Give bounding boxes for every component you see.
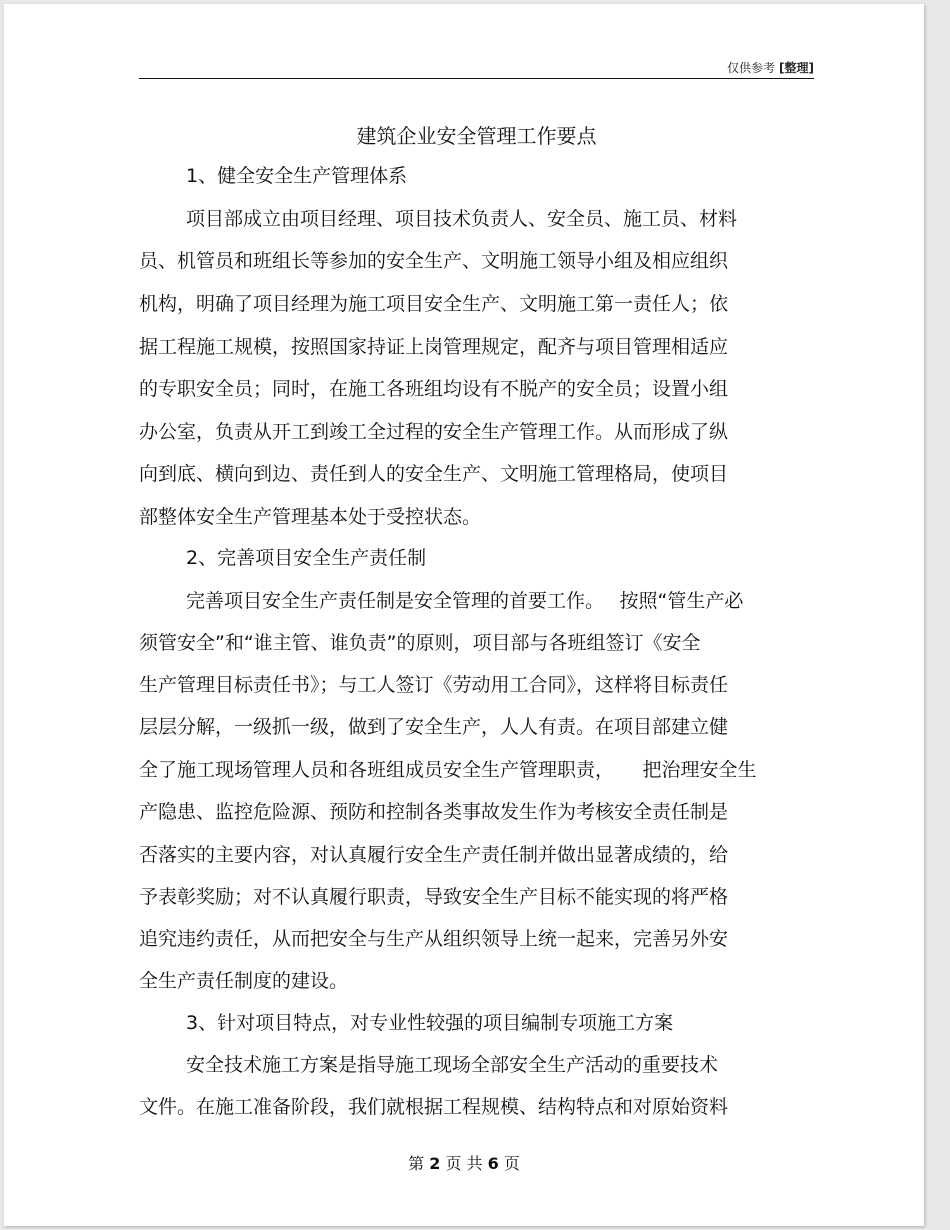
page-footer [4, 1151, 924, 1174]
paragraph-line: 员、机管员和班组长等参加的安全生产、文明施工领导小组及相应组织 [139, 250, 729, 272]
document-title: 建筑企业安全管理工作要点 [356, 124, 597, 148]
paragraph-line: 完善项目安全生产责任制是安全管理的首要工作。 按照“管生产必 [186, 590, 744, 612]
header-note [727, 59, 814, 76]
paragraph-line: 办公室，负责从开工到竣工全过程的安全生产管理工作。从而形成了纵 [139, 421, 729, 443]
section-heading-3: 3、针对项目特点，对专业性较强的项目编制专项施工方案 [186, 1012, 674, 1034]
footer-prefix: 第 [408, 1154, 425, 1173]
paragraph-line: 否落实的主要内容，对认真履行安全生产责任制并做出显著成绩的，给 [139, 844, 729, 866]
footer-middle: 页 共 [445, 1154, 483, 1173]
paragraph-line: 安全技术施工方案是指导施工现场全部安全生产活动的重要技术 [186, 1054, 719, 1076]
paragraph-line: 须管安全”和“谁主管、谁负责”的原则，项目部与各班组签订《安全 [139, 632, 701, 654]
paragraph-line: 层层分解，一级抓一级，做到了安全生产，人人有责。在项目部建立健 [139, 716, 729, 738]
paragraph-line: 文件。在施工准备阶段，我们就根据工程规模、结构特点和对原始资料 [139, 1096, 729, 1118]
footer-total-pages: 6 [487, 1154, 499, 1173]
paragraph-line: 机构，明确了项目经理为施工项目安全生产、文明施工第一责任人；依 [139, 293, 729, 315]
paragraph-line: 向到底、横向到边、责任到人的安全生产、文明施工管理格局，使项目 [139, 463, 729, 485]
header-rule [139, 78, 814, 79]
paragraph-line: 予表彰奖励；对不认真履行职责，导致安全生产目标不能实现的将严格 [139, 886, 729, 908]
paragraph-line: 全了施工现场管理人员和各班组成员安全生产管理职责， 把治理安全生 [139, 759, 757, 781]
paragraph-line: 项目部成立由项目经理、项目技术负责人、安全员、施工员、材料 [186, 208, 738, 230]
paragraph-line: 产隐患、监控危险源、预防和控制各类事故发生作为考核安全责任制是 [139, 801, 729, 823]
footer-page-number: 2 [429, 1154, 441, 1173]
paragraph-line: 部整体安全生产管理基本处于受控状态。 [139, 506, 482, 528]
paragraph-line: 全生产责任制度的建设。 [139, 970, 349, 992]
paragraph-line: 据工程施工规模，按照国家持证上岗管理规定，配齐与项目管理相适应 [139, 336, 729, 358]
footer-suffix: 页 [503, 1154, 520, 1173]
paragraph-line: 生产管理目标责任书》；与工人签订《劳动用工合同》，这样将目标责任 [139, 674, 729, 696]
paragraph-line: 的专职安全员；同时，在施工各班组均设有不脱产的安全员；设置小组 [139, 378, 729, 400]
section-heading-1: 1、健全安全生产管理体系 [186, 165, 408, 187]
section-heading-2: 2、完善项目安全生产责任制 [186, 547, 427, 569]
document-page [4, 4, 924, 1226]
header-note-text: 仅供参考 [727, 61, 776, 75]
paragraph-line: 追究违约责任，从而把安全与生产从组织领导上统一起来，完善另外安 [139, 928, 729, 950]
header-note-bracket: [整理] [779, 61, 814, 75]
